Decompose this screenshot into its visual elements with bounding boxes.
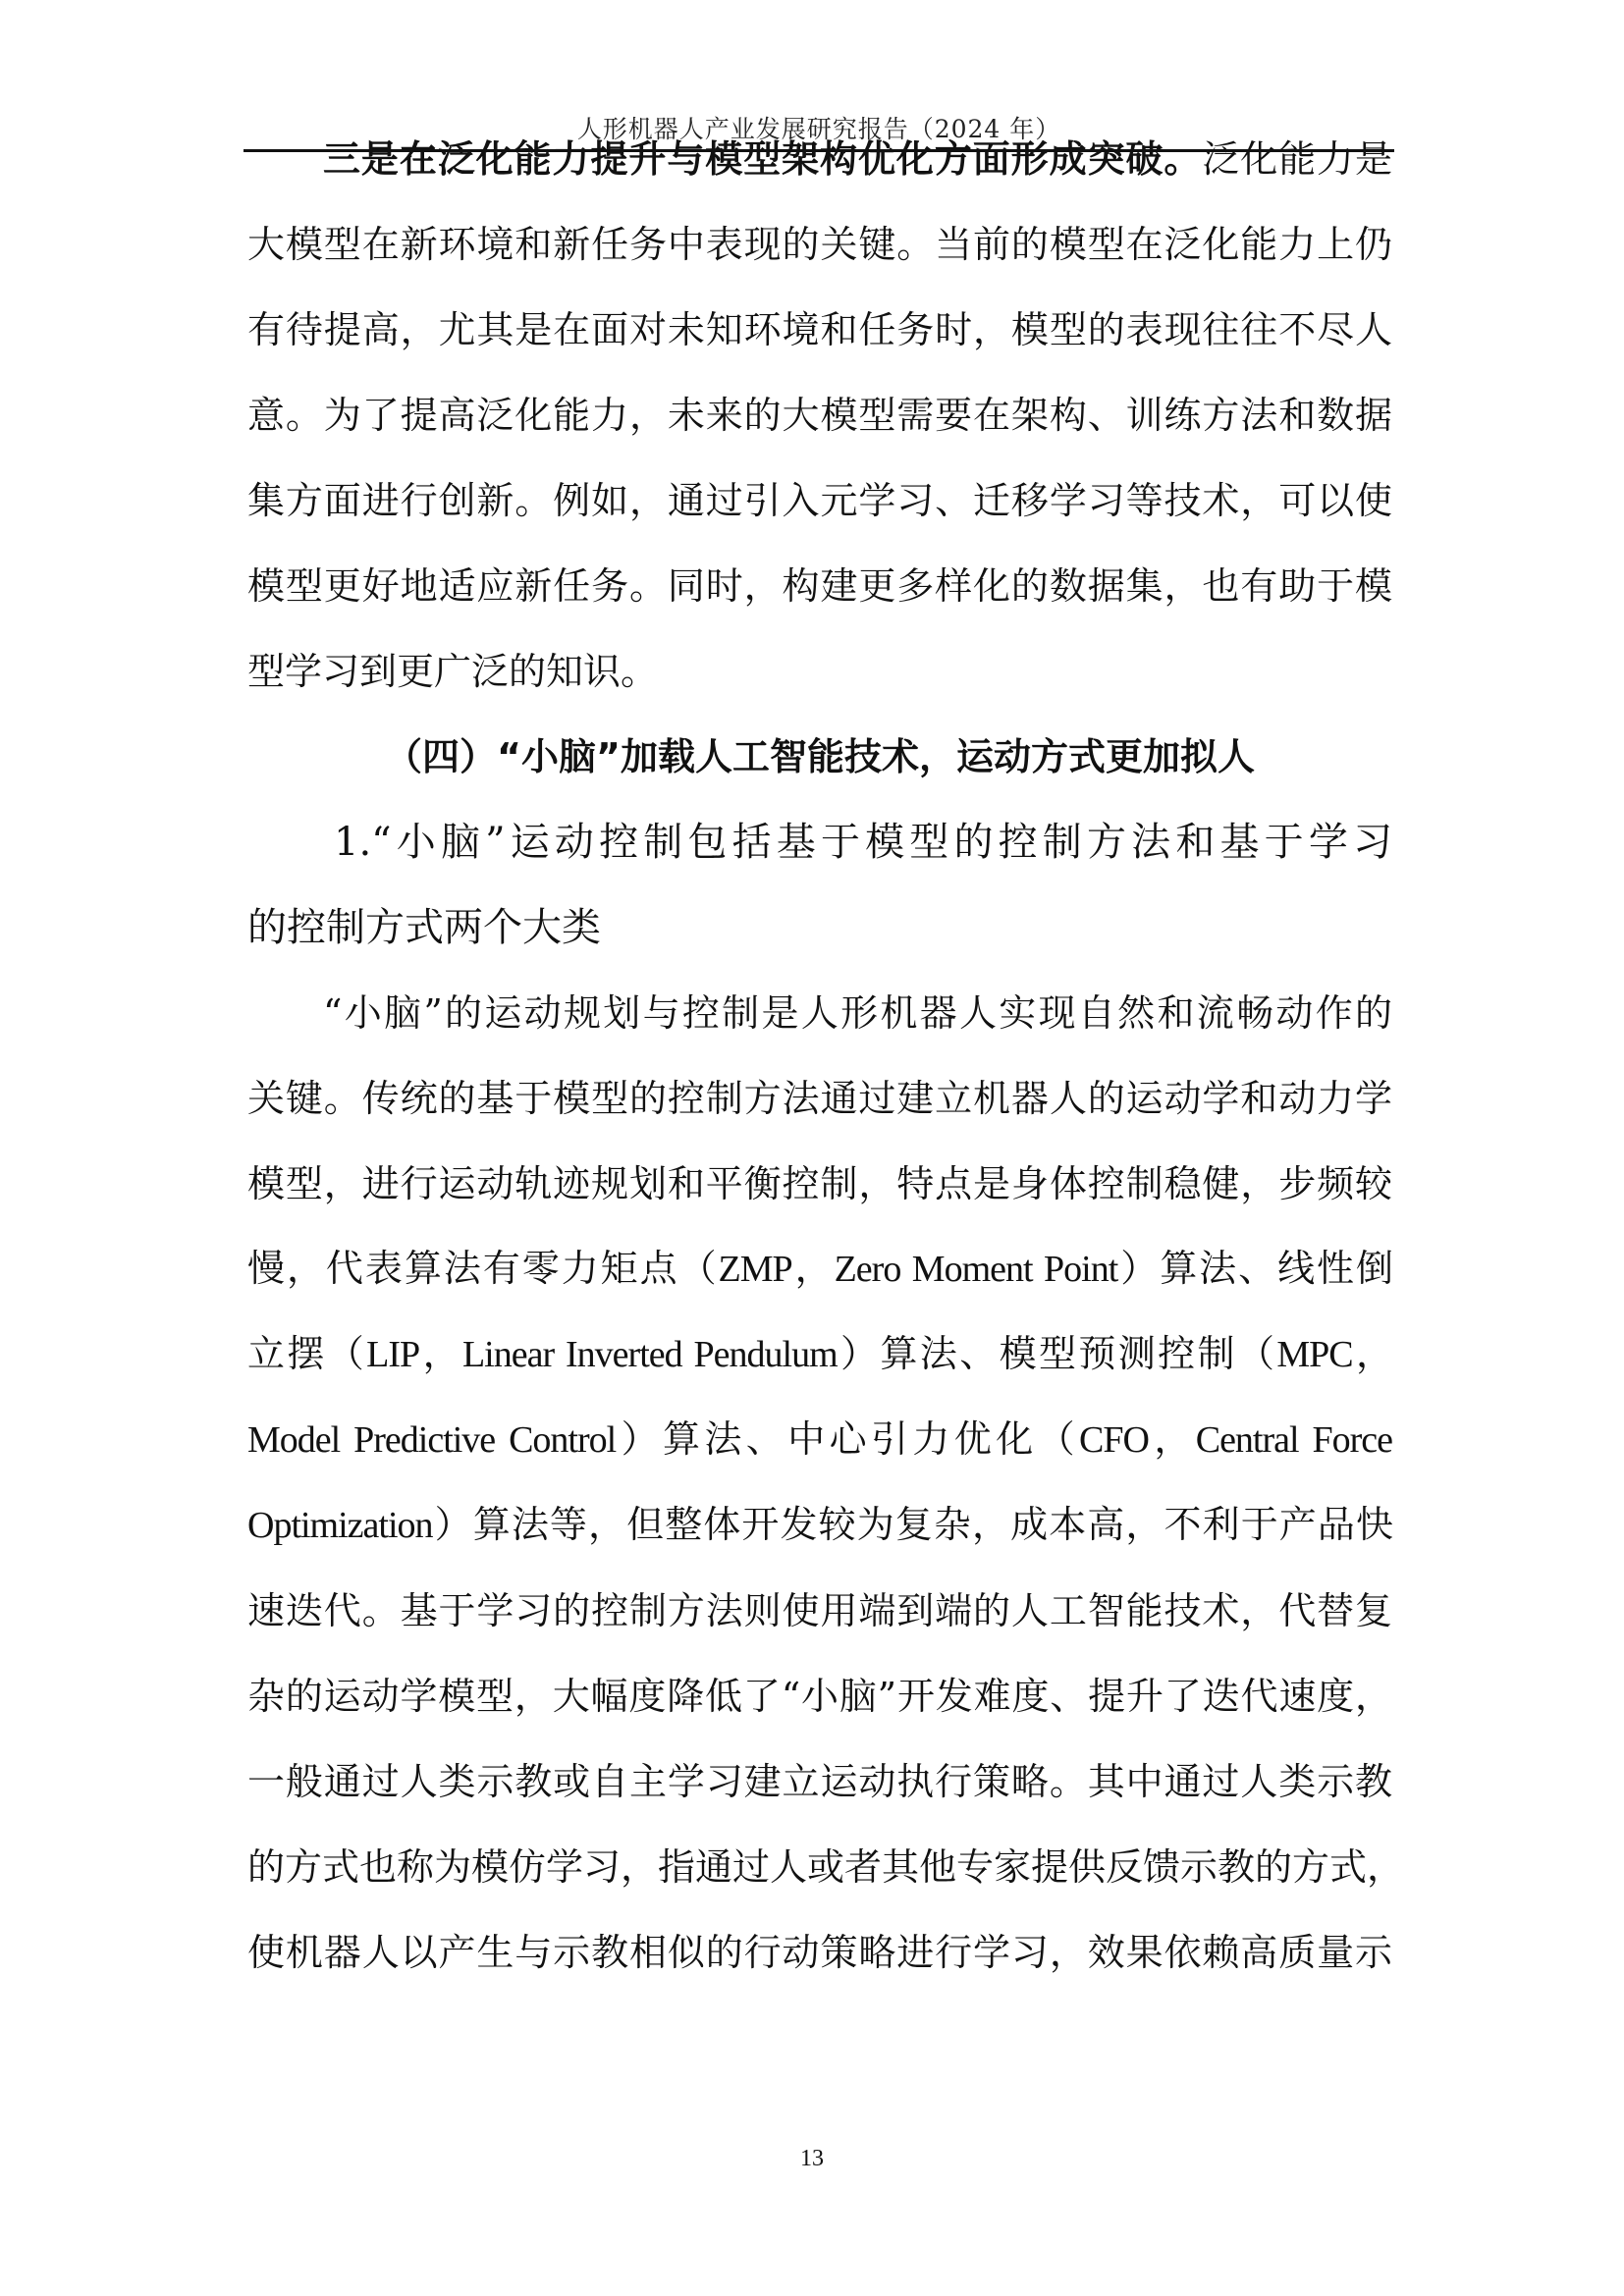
paragraph-2-line-10: 一般通过人类示教或自主学习建立运动执行策略。其中通过人类示教 <box>247 1760 1392 1803</box>
paragraph-2-line-9: 杂的运动学模型，大幅度降低了“小脑”开发难度、提升了迭代速度， <box>247 1675 1392 1718</box>
paragraph-2-line-3: 模型，进行运动轨迹规划和平衡控制，特点是身体控制稳健，步频较 <box>247 1162 1392 1205</box>
paragraph-2-line-4: 慢，代表算法有零力矩点（ZMP，Zero Moment Point）算法、线性倒 <box>247 1249 1392 1290</box>
paragraph-2-line-12: 使机器人以产生与示教相似的行动策略进行学习，效果依赖高质量示 <box>247 1931 1392 1974</box>
paragraph-1-lead: 三是在泛化能力提升与模型架构优化方面形成突破。 <box>323 137 1203 181</box>
paragraph-1-line-2: 大模型在新环境和新任务中表现的关键。当前的模型在泛化能力上仍 <box>247 223 1392 266</box>
paragraph-1-line-6: 模型更好地适应新任务。同时，构建更多样化的数据集，也有助于模 <box>247 564 1392 608</box>
paragraph-2-line-5: 立摆（LIP，Linear Inverted Pendulum）算法、模型预测控制（MPC， <box>247 1334 1392 1375</box>
subsection-heading-line-1: 1.“小脑”运动控制包括基于模型的控制方法和基于学习 <box>334 820 1392 865</box>
paragraph-2-line-11: 的方式也称为模仿学习，指通过人或者其他专家提供反馈示教的方式， <box>247 1845 1405 1889</box>
paragraph-1-line-7: 型学习到更广泛的知识。 <box>247 650 659 693</box>
paragraph-2-line-2: 关键。传统的基于模型的控制方法通过建立机器人的运动学和动力学 <box>247 1077 1392 1120</box>
paragraph-2-line-7: Optimization）算法等，但整体开发较为复杂，成本高，不利于产品快 <box>247 1505 1392 1546</box>
subsection-heading-line-2: 的控制方式两个大类 <box>247 905 601 950</box>
section-heading: （四）“小脑”加载人工智能技术，运动方式更加拟人 <box>385 735 1255 778</box>
paragraph-1-line-4: 意。为了提高泛化能力，未来的大模型需要在架构、训练方法和数据 <box>247 394 1392 437</box>
running-header: 人形机器人产业发展研究报告（2024 年） <box>576 115 1061 143</box>
paragraph-2-line-6: Model Predictive Control）算法、中心引力优化（CFO，Central Force <box>247 1419 1392 1461</box>
paragraph-1-text: 泛化能力是 <box>1202 137 1392 181</box>
paragraph-1-line-3: 有待提高，尤其是在面对未知环境和任务时，模型的表现往往不尽人 <box>247 308 1392 351</box>
page-number: 13 <box>800 2146 824 2171</box>
paragraph-2-line-1: “小脑”的运动规划与控制是人形机器人实现自然和流畅动作的 <box>323 991 1392 1035</box>
paragraph-1-line-5: 集方面进行创新。例如，通过引入元学习、迁移学习等技术，可以使 <box>247 479 1392 522</box>
paragraph-2-line-8: 速迭代。基于学习的控制方法则使用端到端的人工智能技术，代替复 <box>247 1589 1392 1632</box>
paragraph-1-line-1 <box>323 134 1392 184</box>
